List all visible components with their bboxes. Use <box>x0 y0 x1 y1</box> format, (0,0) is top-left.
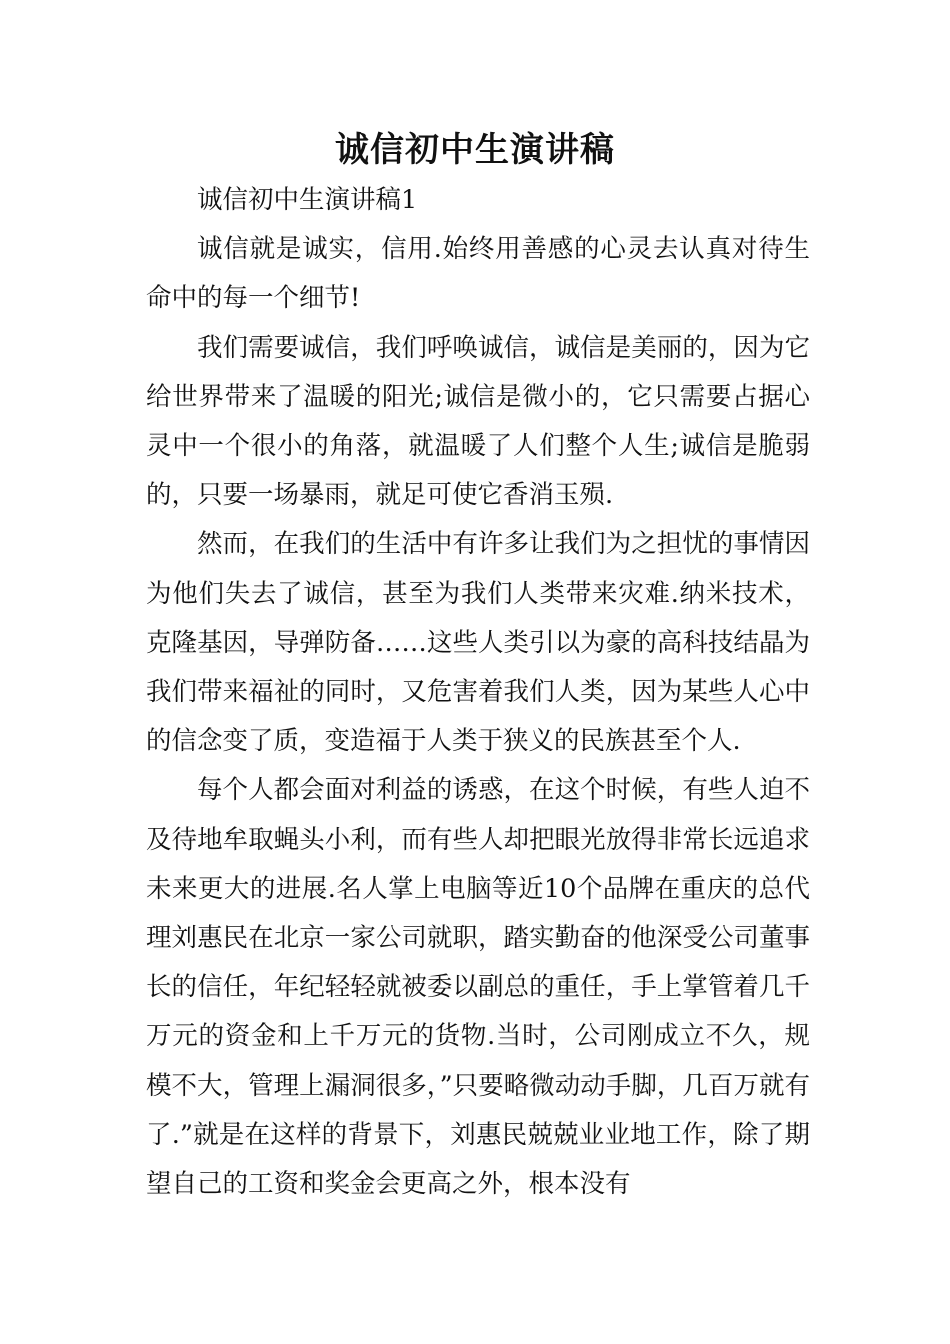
paragraph: 我们需要诚信，我们呼唤诚信，诚信是美丽的，因为它给世界带来了温暖的阳光;诚信是微小的，它只需要占据心灵中一个很小的角落，就温暖了人们整个人生;诚信是脆弱的，只要一场暴雨，就足可使它香消玉殒. <box>146 332 810 511</box>
paragraph: 每个人都会面对利益的诱惑，在这个时候，有些人迫不及待地牟取蝇头小利，而有些人却把眼光放得非常长远追求未来更大的进展.名人掌上电脑等近10个品牌在重庆的总代理刘惠民在北京一家公司就职，踏实勤奋的他深受公司董事长的信任，年纪轻轻就被委以副总的重任，手上掌管着几千万元的资金和上千万元的货物.当时，公司刚成立不久，规模不大，管理上漏洞很多，”只要略微动动手脚，几百万就有了.”就是在这样的背景下，刘惠民兢兢业业地工作，除了期望自己的工资和奖金会更高之外，根本没有 <box>146 775 810 1200</box>
paragraph: 然而，在我们的生活中有许多让我们为之担忧的事情因为他们失去了诚信，甚至为我们人类带来灾难.纳米技术，克隆基因，导弹防备……这些人类引以为豪的高科技结晶为我们带来福祉的同时，又危害着我们人类，因为某些人心中的信念变了质，变造福于人类于狭义的民族甚至个人. <box>146 529 810 757</box>
document-body <box>146 176 810 1209</box>
paragraph: 诚信就是诚实，信用.始终用善感的心灵去认真对待生命中的每一个细节! <box>146 234 810 314</box>
section-heading: 诚信初中生演讲稿1 <box>197 185 418 215</box>
document-title: 诚信初中生演讲稿 <box>335 130 615 170</box>
